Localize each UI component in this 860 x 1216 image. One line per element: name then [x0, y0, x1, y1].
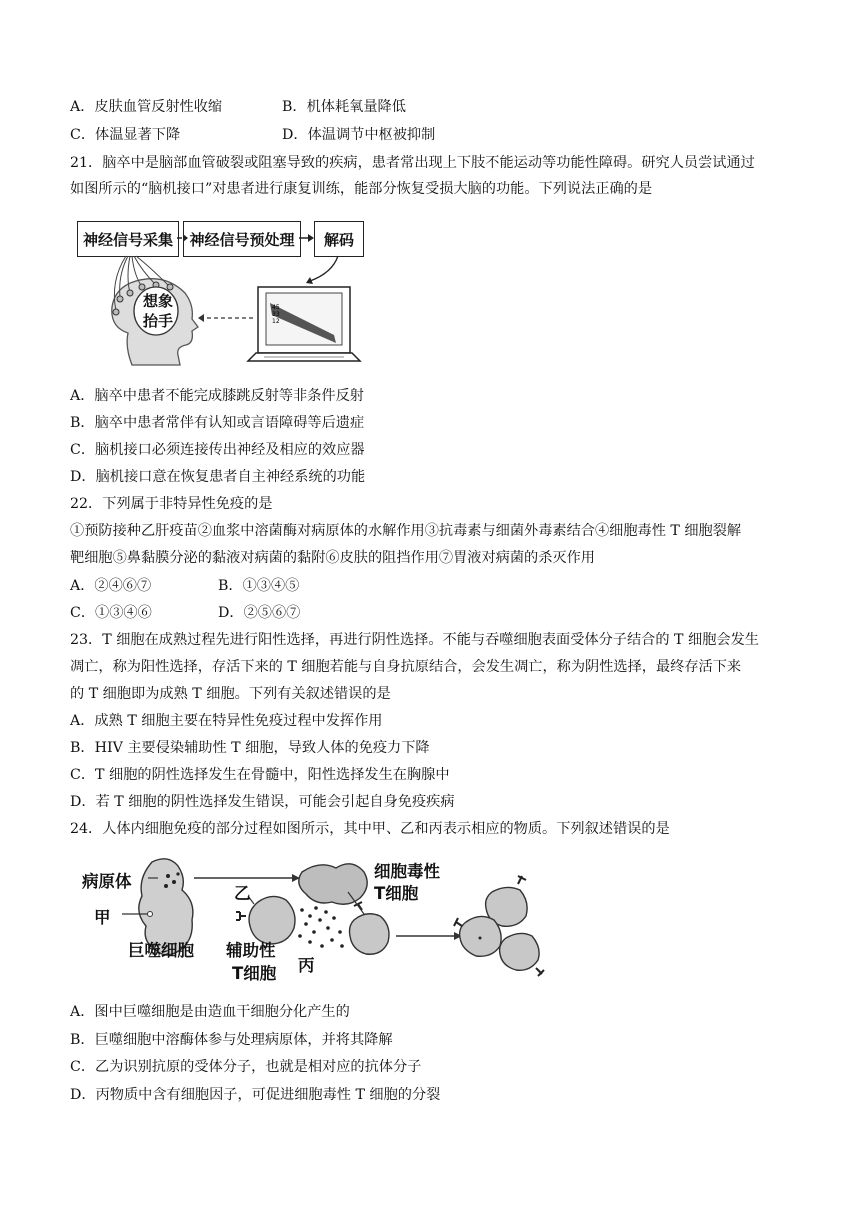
svg-text:33: 33 — [272, 311, 280, 318]
q23-stem-line2: 凋亡，称为阳性选择，存活下来的 T 细胞若能与自身抗原结合，会发生凋亡，称为阴性选择，最终存活下来 — [70, 659, 742, 675]
q24-stem: 24．人体内细胞免疫的部分过程如图所示，其中甲、乙和丙表示相应的物质。下列叙述错误的是 — [70, 821, 670, 837]
q21-option-b: B．脑卒中患者常伴有认知或言语障碍等后遗症 — [70, 415, 365, 431]
label-macrophage: 巨噬细胞 — [128, 941, 194, 960]
q24-option-d: D．丙物质中含有细胞因子，可促进细胞毒性 T 细胞的分裂 — [70, 1087, 441, 1103]
box-decoding: 解码 — [314, 221, 364, 257]
head-label-raise-hand: 抬手 — [143, 312, 174, 330]
label-pathogen: 病原体 — [82, 872, 132, 891]
q21-option-c: C．脑机接口必须连接传出神经及相应的效应器 — [70, 442, 365, 458]
box-signal-acquisition: 神经信号采集 — [77, 221, 179, 257]
q23-option-d: D．若 T 细胞的阴性选择发生错误，可能会引起自身免疫疾病 — [70, 794, 455, 810]
head-label-imagine: 想象 — [143, 292, 174, 310]
q23-stem-line3: 的 T 细胞即为成熟 T 细胞。下列有关叙述错误的是 — [70, 686, 391, 702]
q20-option-a: A．皮肤血管反射性收缩 — [70, 99, 223, 115]
q20-option-c: C．体温显著下降 — [70, 127, 181, 143]
q21-option-d: D．脑机接口意在恢复患者自主神经系统的功能 — [70, 469, 366, 485]
svg-text:12: 12 — [272, 318, 280, 325]
bci-diagram-graphics — [70, 215, 390, 375]
svg-text:45: 45 — [272, 304, 280, 311]
q24-option-a: A．图中巨噬细胞是由造血干细胞分化产生的 — [70, 1004, 350, 1020]
q23-option-a: A．成熟 T 细胞主要在特异性免疫过程中发挥作用 — [70, 713, 383, 729]
label-helper-2: T细胞 — [232, 964, 277, 983]
q23-option-b: B．HIV 主要侵染辅助性 T 细胞，导致人体的免疫力下降 — [70, 740, 430, 756]
q20-option-d: D．体温调节中枢被抑制 — [282, 127, 436, 143]
q23-stem-line1: 23．T 细胞在成熟过程先进行阳性选择，再进行阴性选择。不能与吞噬细胞表面受体分子结合的 T 细胞会发生 — [70, 632, 759, 648]
q22-option-a: A．②④⑥⑦ — [70, 578, 152, 594]
q23-option-c: C．T 细胞的阴性选择发生在骨髓中，阳性选择发生在胸腺中 — [70, 767, 450, 783]
label-bing: 丙 — [298, 956, 315, 975]
q20-option-b: B．机体耗氧量降低 — [282, 99, 406, 115]
q24-option-b: B．巨噬细胞中溶酶体参与处理病原体，并将其降解 — [70, 1032, 393, 1048]
box-signal-preprocessing: 神经信号预处理 — [183, 221, 301, 257]
q21-option-a: A．脑卒中患者不能完成膝跳反射等非条件反射 — [70, 388, 364, 404]
q24-option-c: C．乙为识别抗原的受体分子，也就是相对应的抗体分子 — [70, 1059, 422, 1075]
cell-immunity-graphics — [70, 850, 560, 985]
q22-stem: 22．下列属于非特异性免疫的是 — [70, 496, 273, 512]
q22-items-line1: ①预防接种乙肝疫苗②血浆中溶菌酶对病原体的水解作用③抗毒素与细菌外毒素结合④细胞毒性 T 细胞裂解 — [70, 523, 742, 539]
label-helper-1: 辅助性 — [226, 941, 276, 960]
label-ctl-2: T细胞 — [374, 884, 419, 903]
label-yi: 乙 — [234, 884, 251, 903]
q22-option-b: B．①③④⑤ — [218, 578, 300, 594]
q22-items-line2: 靶细胞⑤鼻黏膜分泌的黏液对病菌的黏附⑥皮肤的阻挡作用⑦胃液对病菌的杀灭作用 — [70, 550, 595, 566]
q21-stem-line1: 21．脑卒中是脑部血管破裂或阻塞导致的疾病，患者常出现上下肢不能运动等功能性障碍。研究人员尝试通过 — [70, 155, 755, 171]
q22-option-d: D．②⑤⑥⑦ — [218, 605, 301, 621]
label-ctl-1: 细胞毒性 — [374, 862, 440, 881]
q21-stem-line2: 如图所示的“脑机接口”对患者进行康复训练，能部分恢复受损大脑的功能。下列说法正确的是 — [70, 181, 653, 197]
label-jia: 甲 — [94, 908, 111, 927]
q22-option-c: C．①③④⑥ — [70, 605, 152, 621]
